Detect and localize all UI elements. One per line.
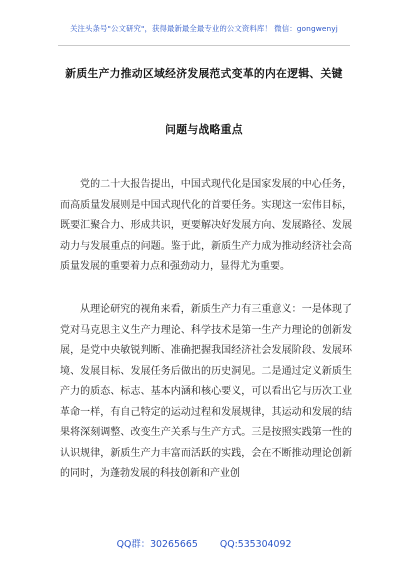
body-section-1 (60, 175, 352, 278)
body-section-2 (60, 300, 352, 485)
body-paragraph: 党的二十大报告提出，中国式现代化是国家发展的中心任务，而高质量发展则是中国式现代化的首要任务。实现这一宏伟目标，既要汇聚合力、形成共识，更要解决好发展方向、发展路径、发展动力与发展重点的问题。鉴于此，新质生产力成为推动经济社会高质量发展的重要着力点和强劲动力，显得尤为重要。 (60, 179, 352, 272)
body-paragraph: 从理论研究的视角来看，新质生产力有三重意义：一是体现了党对马克思主义生产力理论、科学技术是第一生产力理论的创新发展，是党中央敏锐判断、准确把握我国经济社会发展阶段、发展环境、发展目标、发展任务后做出的历史洞见。二是通过定义新质生产力的质态、标志、基本内涵和核心要义，可以看出它与历次工业革命一样，有自己特定的运动过程和发展规律，其运动和发展的结果将深刻调整、改变生产关系与生产方式。三是按照实践第一性的认识规律，新质生产力丰富而活跃的实践，会在不断推动理论创新的同时，为蓬勃发展的科技创新和产业创 (60, 304, 352, 479)
footer-qq-group: QQ群：30265665 (116, 539, 198, 550)
header-divider (58, 45, 350, 46)
document-title-line-1: 新质生产力推动区域经济发展范式变革的内在逻辑、关键 (65, 67, 343, 80)
footer-qq: QQ:535304092 (219, 539, 292, 550)
header-promo-note: 关注头条号"公文研究"，获得最新最全最专业的公文资料库！ 微信：gongwenyj (70, 24, 338, 33)
document-title-line-2: 问题与战略重点 (165, 123, 243, 136)
footer-contact (0, 536, 408, 550)
